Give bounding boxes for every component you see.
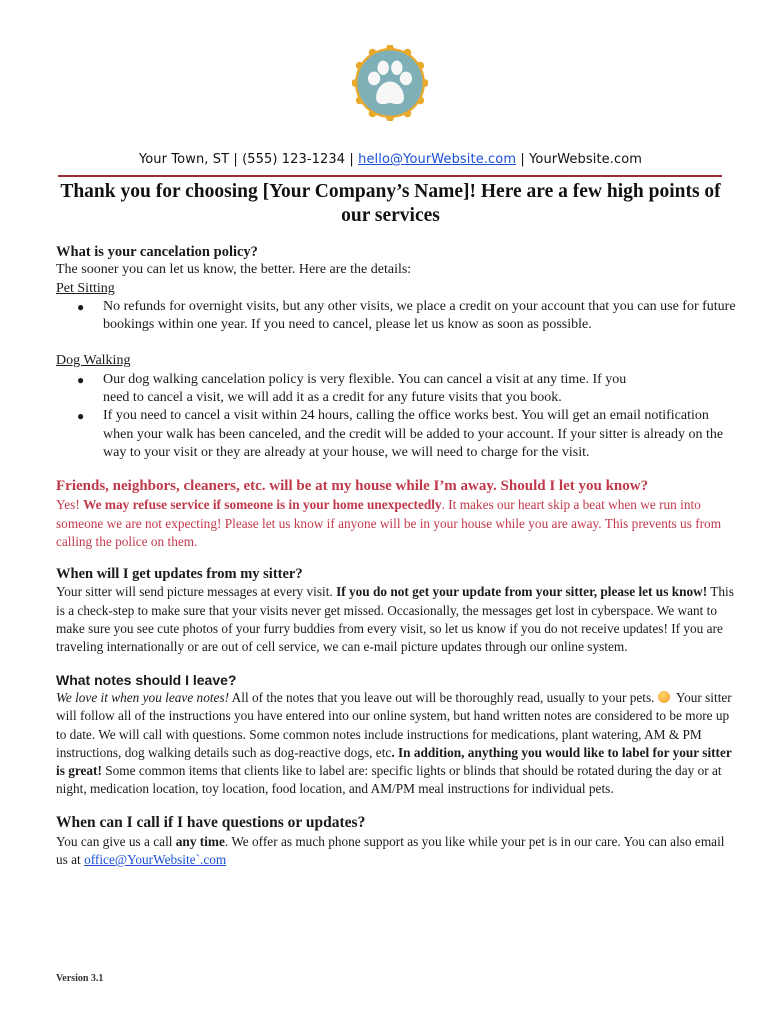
list-item: ● If you need to cancel a visit within 24 hours, calling the office works best. You will get an email notification when your walk has been canceled, and the credit will be added to your account. If your sitter is already on the way to your visit or they are already at your house, we will need to charge for the visit. (77, 408, 724, 460)
email-link[interactable]: hello@YourWebsite.com (358, 152, 517, 167)
phone-text: (555) 123-1234 (242, 152, 346, 167)
header-divider (58, 175, 722, 177)
section-cancelation (56, 243, 736, 462)
section-heading: When can I call if I have questions or updates? (56, 813, 366, 831)
bullet-icon: ● (77, 372, 85, 387)
section-heading: Friends, neighbors, cleaners, etc. will be at my house while I’m away. Should I let you know? (56, 478, 649, 495)
section-visitors (56, 476, 736, 551)
section-body: You can give us a call any time. We offer as much phone support as you like while your pet is in our care. You can also email us at office@YourWebsite`.com (56, 833, 725, 868)
smiling-face-emoji-icon (658, 691, 670, 703)
section-body: Yes! We may refuse service if someone is in your home unexpectedly. It makes our heart skip a beat when we run into someone we are not expecting! Please let us know if anyone will be in your house while you are away. This prevents us from calling the police on them. (56, 497, 722, 549)
pet-sitting-list (56, 298, 736, 335)
section-updates (56, 565, 736, 656)
list-item: ● No refunds for overnight visits, but any other visits, we place a credit on your account that you can use for future bookings within one year. If you need to cancel, please let us know as soon as possible. (77, 298, 736, 333)
list-item: ● Our dog walking cancelation policy is very flexible. You can cancel a visit at any time. If you need to cancel a visit, we will add it as a credit for any future visits that you book. (77, 371, 627, 406)
section-heading: When will I get updates from my sitter? (56, 566, 303, 583)
paw-print-badge-icon (352, 45, 428, 121)
section-heading: What notes should I leave? (56, 671, 237, 688)
section-body: Your sitter will send picture messages at every visit. If you do not get your update from your sitter, please let us know! This is a check-step to make sure that your visits never get missed. Occasionally, the messages get lost in cyberspace. We want to make sure you see cute photos of your furry buddies from every visit, so let us know if you do not receive updates! If you are traveling internationally or are out of cell service, we can e-mail picture updates through our online system. (56, 584, 734, 655)
website-text: YourWebsite.com (529, 152, 643, 167)
location-text: Your Town, ST (138, 152, 230, 167)
document-body (56, 243, 736, 869)
bullet-icon: ● (77, 299, 85, 314)
section-notes (56, 671, 736, 799)
section-body: We love it when you leave notes! All of the notes that you leave out will be thoroughly read, usually to your pets. Your sitter will follow all of the instructions you have entered into our online system, but hand written notes are considered to be more up to date. We will call with questions. Some common notes include instructions for medications, plant watering, AM & PM instructions, dog walking details such as dog-reactive dogs, etc. In addition, anything you would like to label for your sitter is great! Some common items that clients like to label are: specific lights or blinds that should be rotated during the day or at night, medication location, toy location, food location, and AM/PM meal instructions for individual pets. (56, 689, 732, 797)
office-email-link[interactable]: office@YourWebsite`.com (84, 852, 227, 868)
dog-walking-list (56, 371, 736, 462)
page-title: Thank you for choosing [Your Company’s Name]! Here are a few high points of our services (60, 181, 721, 226)
version-label: Version 3.1 (56, 973, 104, 984)
section-intro: The sooner you can let us know, the better. Here are the details: (56, 262, 412, 278)
section-heading: What is your cancelation policy? (56, 244, 258, 260)
contact-line: Your Town, ST | (555) 123-1234 | hello@YourWebsite.com | YourWebsite.com (138, 152, 643, 167)
section-calls (56, 813, 736, 870)
subheading-pet-sitting: Pet Sitting (56, 280, 115, 296)
bullet-icon: ● (77, 409, 85, 424)
subheading-dog-walking: Dog Walking (56, 353, 131, 369)
